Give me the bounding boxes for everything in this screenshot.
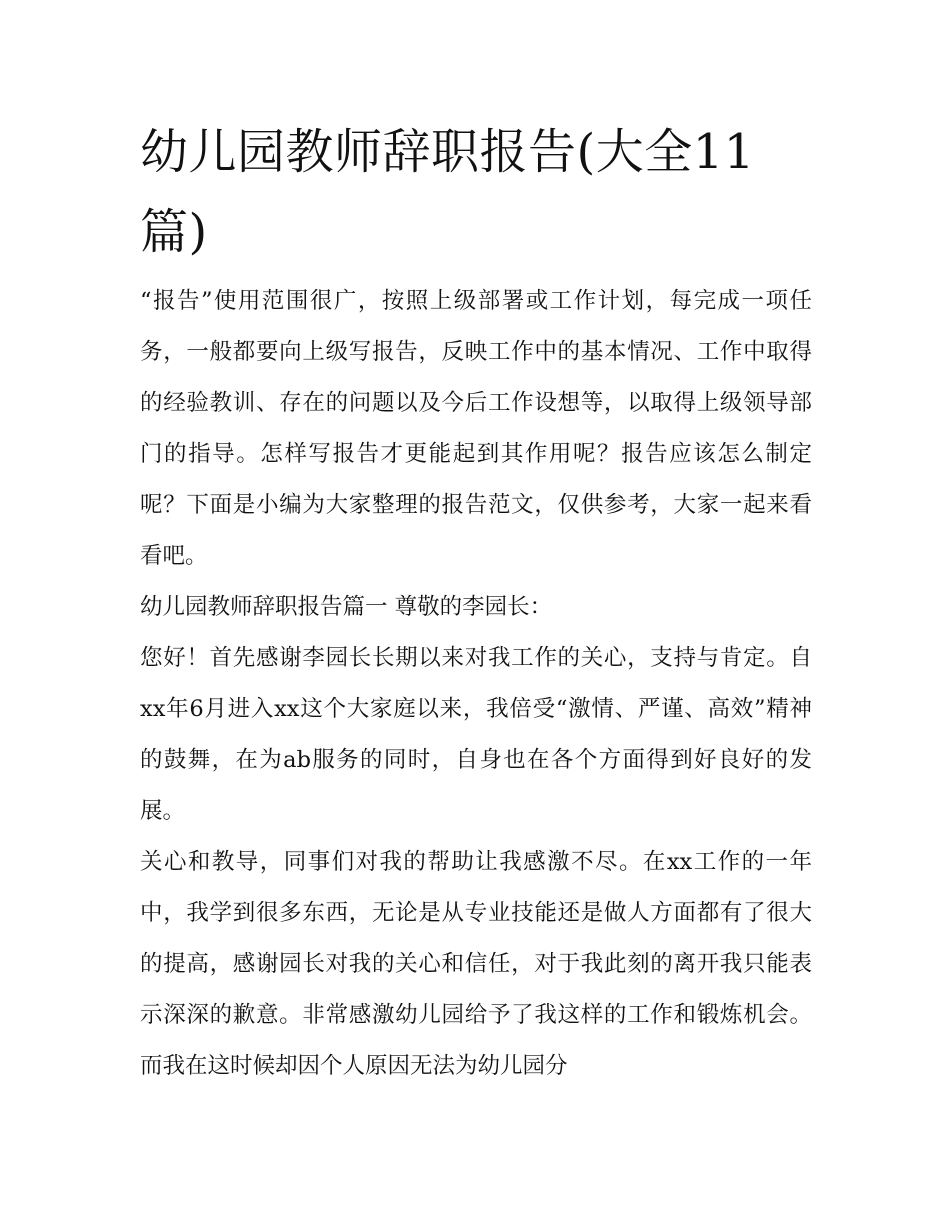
body-paragraph: 关心和教导，同事们对我的帮助让我感激不尽。在xx工作的一年中，我学到很多东西，无论是从专业技能还是做人方面都有了很大的提高，感谢园长对我的关心和信任，对于我此刻的离开我只能表示深深的歉意。非常感激幼儿园给予了我这样的工作和锻炼机会。而我在这时候却因个人原因无法为幼儿园分: [140, 849, 812, 1079]
document-body: [140, 276, 812, 1092]
section-heading-paragraph: 幼儿园教师辞职报告篇一 尊敬的李园长：: [140, 594, 553, 620]
greeting-paragraph: 您好！首先感谢李园长长期以来对我工作的关心，支持与肯定。自xx年6月进入xx这个大家庭以来，我倍受“激情、严谨、高效”精神的鼓舞，在为ab服务的同时，自身也在各个方面得到好良好的发展。: [140, 645, 812, 824]
intro-paragraph: “报告”使用范围很广，按照上级部署或工作计划，每完成一项任务，一般都要向上级写报告，反映工作中的基本情况、工作中取得的经验教训、存在的问题以及今后工作设想等，以取得上级领导部门的指导。怎样写报告才更能起到其作用呢？报告应该怎么制定呢？下面是小编为大家整理的报告范文，仅供参考，大家一起来看看吧。: [140, 288, 812, 569]
document-title: 幼儿园教师辞职报告(大全11篇): [140, 124, 755, 260]
